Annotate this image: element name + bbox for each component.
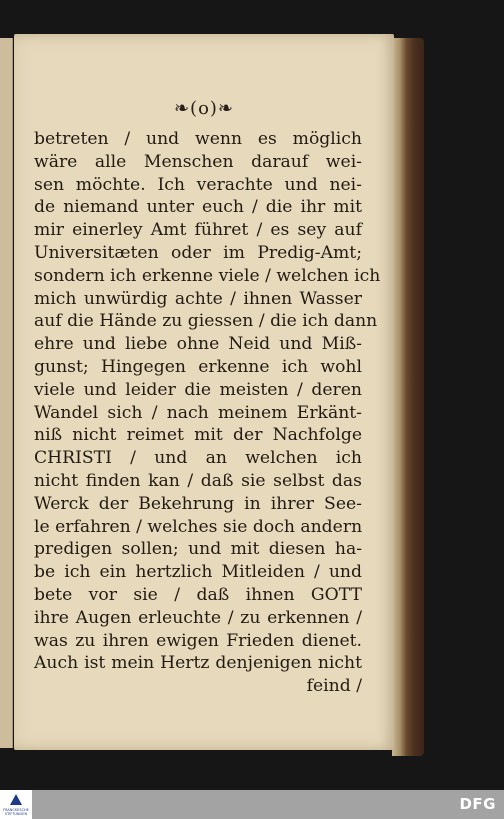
text-line: sen möchte. Ich verachte und nei- [34,174,362,195]
text-line: be ich ein hertzlich Mitleiden / und [34,562,362,583]
text-line: mir einerley Amt führet / es sey auf [34,220,362,241]
text-line: gunst; Hingegen erkenne ich wohl [34,356,362,377]
dfg-logo[interactable]: DFG [459,795,496,813]
text-line: sondern ich erkenne viele / welchen ich [34,265,381,286]
left-page-edge [0,38,13,748]
text-line: le erfahren / welches sie doch andern [34,516,363,537]
text-line: mich unwürdig achte / ihnen Wasser [34,288,362,309]
text-line: de niemand unter euch / die ihr mit [34,197,362,218]
text-line: auf die Hände zu giessen / die ich dann [34,311,378,332]
logo-icon [10,794,22,805]
logo-text: FRANCKESCHE STIFTUNGEN [3,808,29,816]
text-line: viele und leider die meisten / deren [34,379,362,400]
text-line: nicht finden kan / daß sie selbst das [34,470,362,491]
page-text [34,128,381,698]
text-line: ehre und liebe ohne Neid und Miß- [34,334,362,355]
text-line: was zu ihren ewigen Frieden dienet. [34,630,362,651]
institution-logo[interactable] [0,790,32,819]
text-line: predigen sollen; und mit diesen ha- [34,539,362,560]
text-line: betreten / und wenn es möglich [34,129,362,149]
text-line: ihre Augen erleuchte / zu erkennen / [34,607,362,628]
book-page-edges [392,38,424,756]
text-line: Wandel sich / nach meinem Erkänt- [34,402,362,423]
text-line: wäre alle Menschen darauf wei- [34,151,362,172]
book-page [14,34,394,750]
text-line: niß nicht reimet mit der Nachfolge [34,425,362,446]
text-line: Auch ist mein Hertz denjenigen nicht [34,653,362,674]
catchword-line: feind / [306,676,362,697]
text-line: CHRISTI / und an welchen ich [34,448,362,469]
text-line: Universitæten oder im Predig-Amt; [34,242,362,263]
text-line: bete vor sie / daß ihnen GOTT [34,584,362,605]
text-line: Werck der Bekehrung in ihrer See- [34,493,362,514]
page-header-ornament: ❧(o)❧ [173,98,235,119]
viewer-footer-bar [0,790,504,819]
